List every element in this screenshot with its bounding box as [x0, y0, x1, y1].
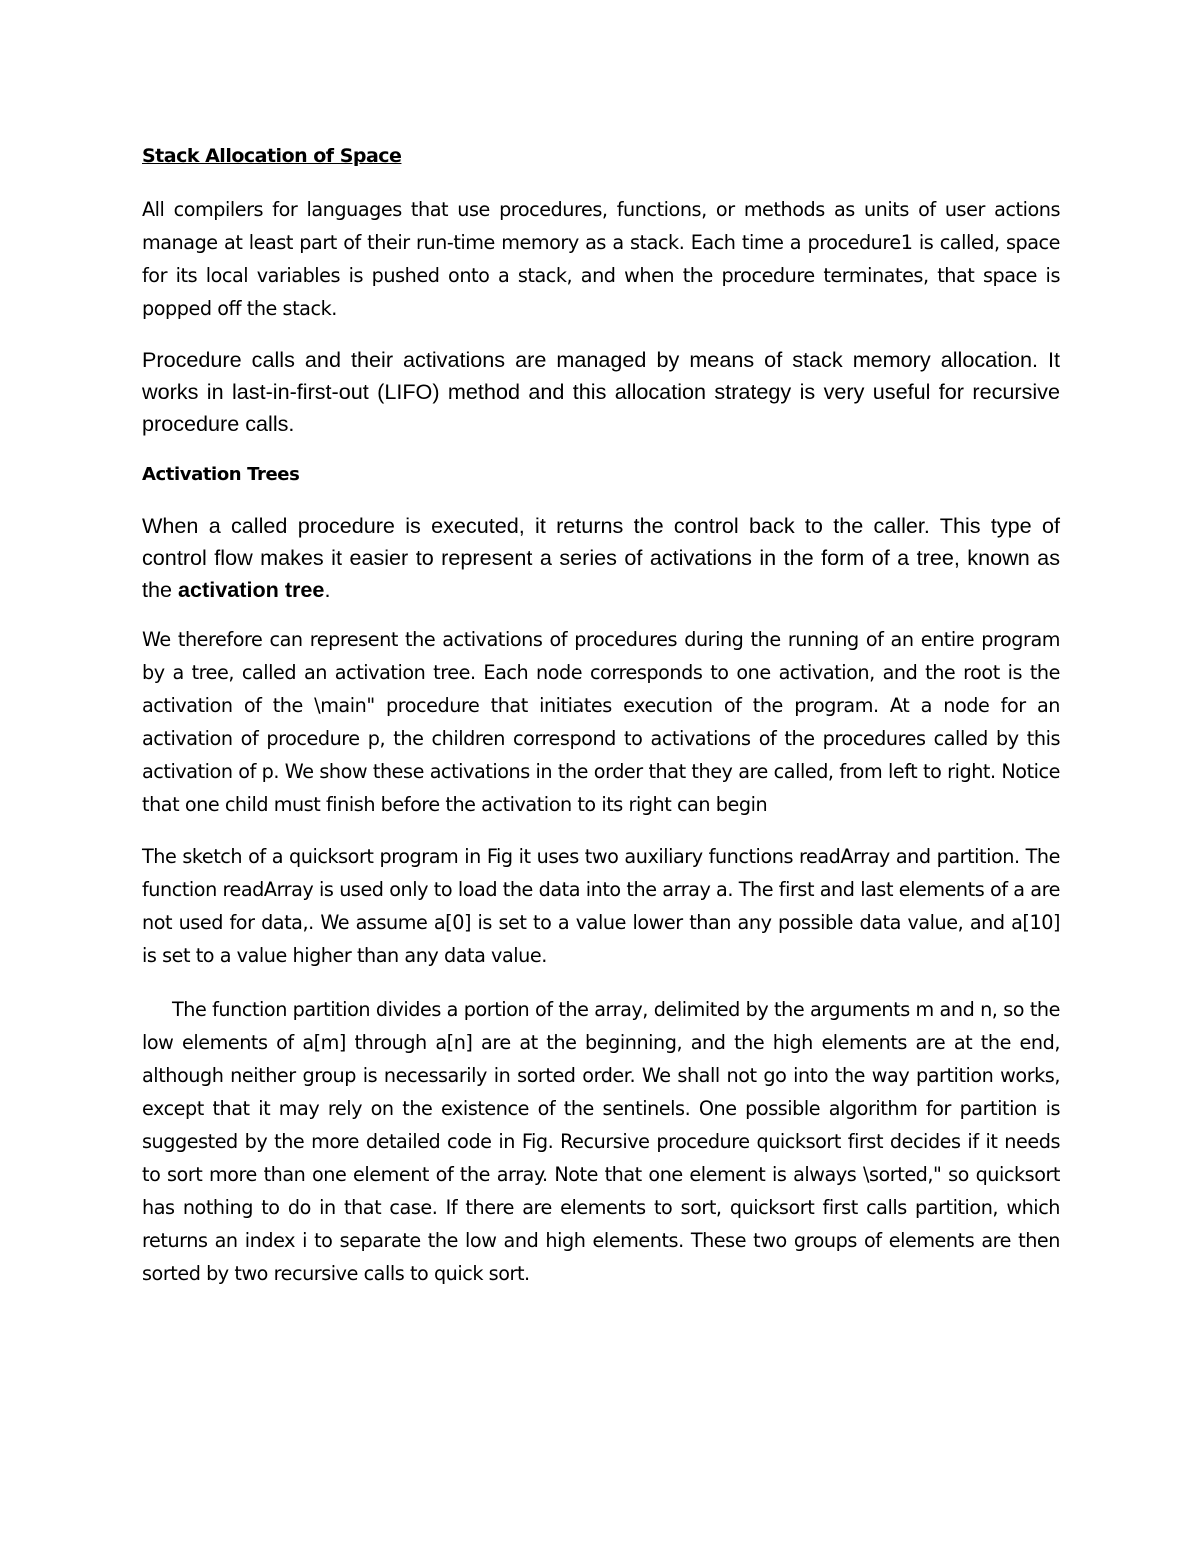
- paragraph-stack-allocation-intro: All compilers for languages that use procedures, functions, or methods as units of user actions manage at least part of their run-time memory as a stack. Each time a procedure1 is called, space for its local variables is pushed onto a stack, and when the procedure terminates, that space is popped off the stack.: [142, 198, 1060, 320]
- paragraph-stack-memory-allocation: Procedure calls and their activations are managed by means of stack memory allocation. It works in last-in-first-out (LIFO) method and this allocation strategy is very useful for recursive procedure calls.: [142, 347, 1060, 436]
- bold-term-activation-tree: activation tree: [178, 577, 325, 602]
- paragraph-text-end: .: [324, 577, 331, 602]
- section-heading-activation-trees: Activation Trees: [142, 464, 300, 485]
- paragraph-partition-function: The function partition divides a portion of the array, delimited by the arguments m and n, so the low elements of a[m] through a[n] are at the beginning, and the high elements are at the end, although neither group is necessarily in sorted order. We shall not go into the way partition works, except that it may rely on the existence of the sentinels. One possible algorithm for partition is suggested by the more detailed code in Fig. Recursive procedure quicksort first decides if it needs to sort more than one element of the array. Note that one element is always \sorted," so quicksort has nothing to do in that case. If there are elements to sort, quicksort first calls partition, which returns an index i to separate the low and high elements. These two groups of elements are then sorted by two recursive calls to quick sort.: [142, 998, 1060, 1285]
- page-title: Stack Allocation of Space: [142, 145, 402, 167]
- paragraph-text: When a called procedure is executed, it returns the control back to the caller. This type of control flow makes it easier to represent a series of activations in the form of a tree, known as the: [142, 513, 1060, 602]
- paragraph-quicksort-sketch: The sketch of a quicksort program in Fig it uses two auxiliary functions readArray and partition. The function readArray is used only to load the data into the array a. The first and last elements of a are not used for data,. We assume a[0] is set to a value lower than any possible data value, and a[10] is set to a value higher than any data value.: [142, 845, 1060, 967]
- paragraph-activation-tree-definition: [142, 510, 1060, 606]
- paragraph-activation-tree-explanation: We therefore can represent the activations of procedures during the running of an entire program by a tree, called an activation tree. Each node corresponds to one activation, and the root is the activation of the \main" procedure that initiates execution of the program. At a node for an activation of procedure p, the children correspond to activations of the procedures called by this activation of p. We show these activations in the order that they are called, from left to right. Notice that one child must finish before the activation to its right can begin: [142, 628, 1060, 816]
